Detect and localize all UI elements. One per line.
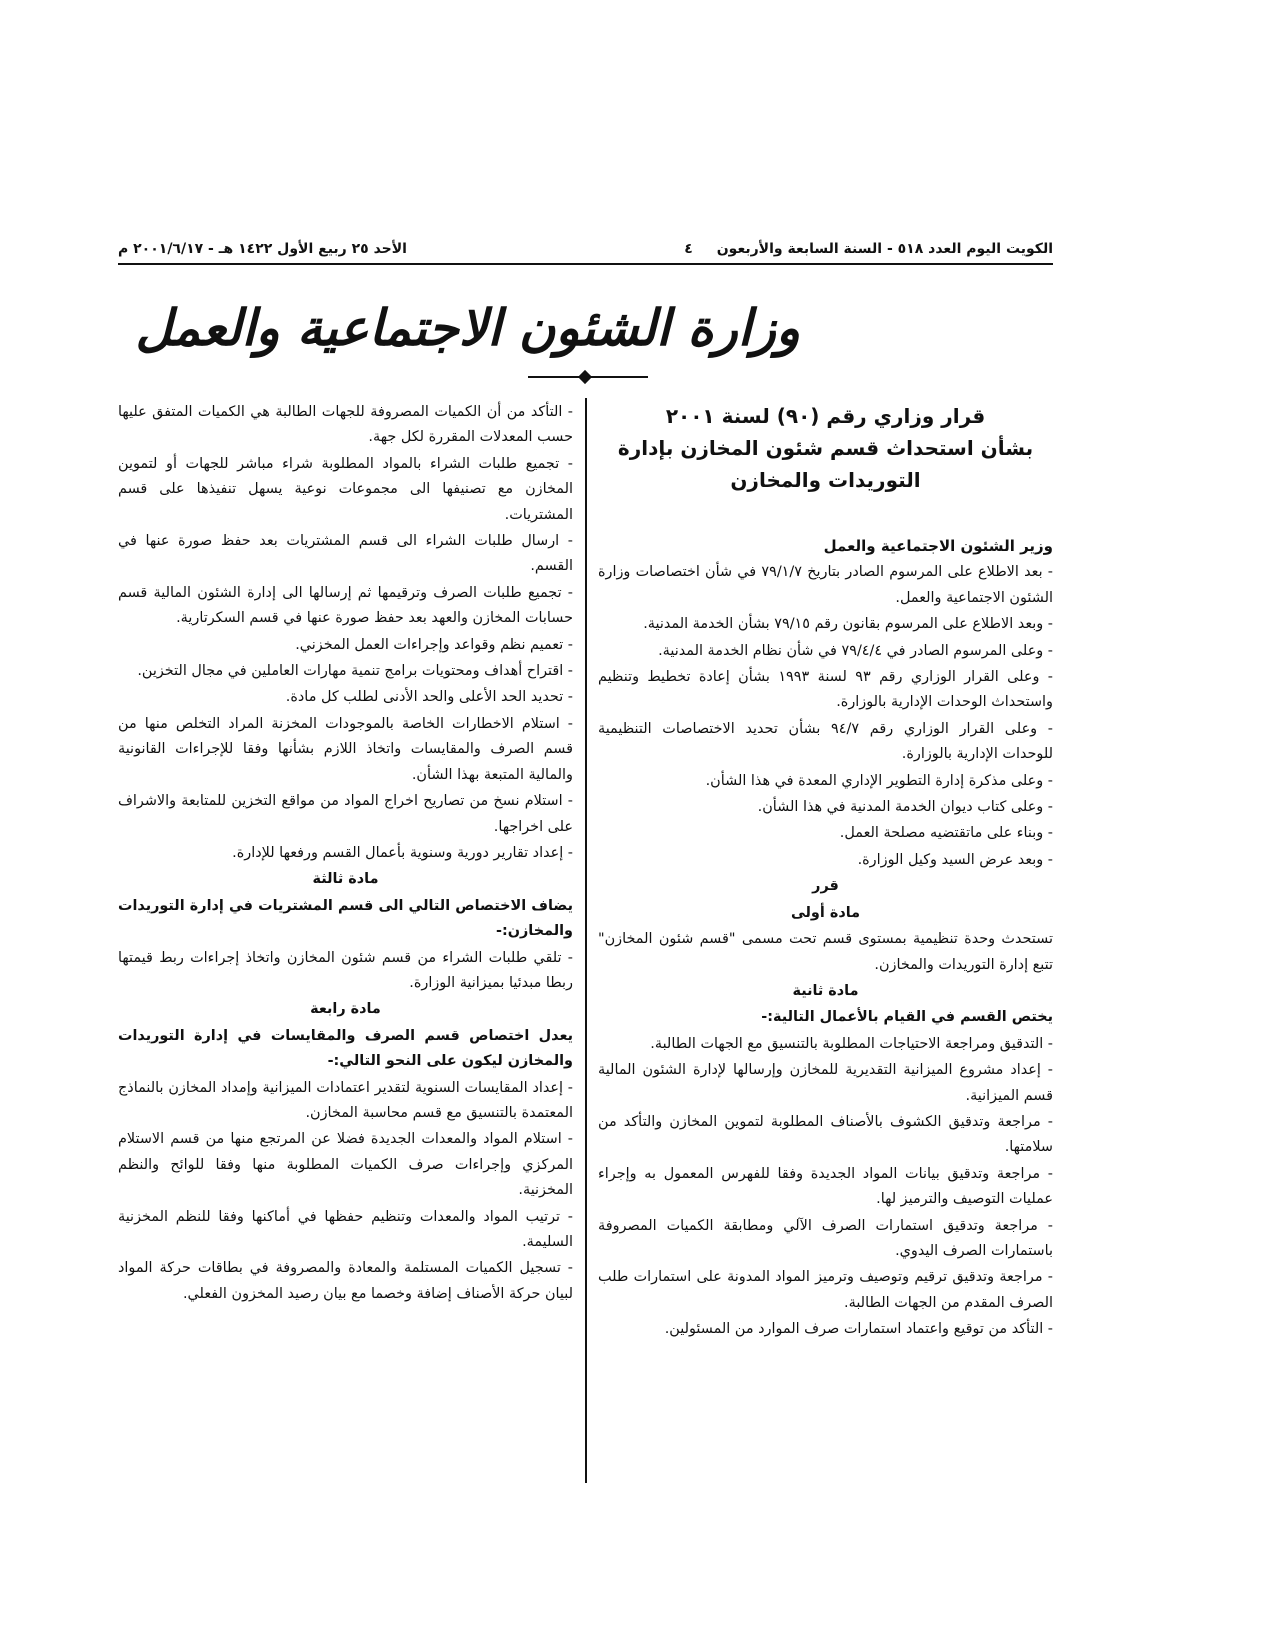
article-1-text: تستحدث وحدة تنظيمية بمستوى قسم تحت مسمى "قسم شئون المخازن" تتبع إدارة التوريدات والمخازن.	[598, 931, 1053, 973]
article-3-title: مادة ثالثة	[312, 871, 379, 888]
minister-title: وزير الشئون الاجتماعية والعمل	[823, 537, 1053, 555]
list-item: - وعلى المرسوم الصادر في ٧٩/٤/٤ في شأن نظام الخدمة المدنية.	[658, 642, 1053, 659]
list-item: - ارسال طلبات الشراء الى قسم المشتريات بعد حفظ صورة عنها في القسم.	[118, 533, 573, 575]
list-item: - إعداد تقارير دورية وسنوية بأعمال القسم ورفعها للإدارة.	[232, 844, 573, 861]
column-divider	[585, 398, 587, 1483]
left-column	[118, 400, 573, 1480]
publication-issue: الكويت اليوم العدد ٥١٨ - السنة السابعة والأربعون	[716, 241, 1053, 257]
list-item: - استلام الاخطارات الخاصة بالموجودات المخزنة المراد التخلص منها من قسم الصرف والمقايسات واتخاذ اللازم بشأنها وفقا للإجراءات القانونية والمالية المتبعة بهذا الشأن.	[118, 715, 573, 783]
list-item: - ترتيب المواد والمعدات وتنظيم حفظها في أماكنها وفقا للنظم المخزنية السليمة.	[118, 1208, 573, 1250]
article-2-list	[598, 1032, 1053, 1343]
article-4-title: مادة رابعة	[310, 1001, 381, 1018]
list-item: - مراجعة وتدقيق بيانات المواد الجديدة وفقا للفهرس المعمول به وإجراء عمليات التوصيف والترميز لها.	[598, 1165, 1053, 1208]
list-item: - وعلى كتاب ديوان الخدمة المدنية في هذا الشأن.	[757, 799, 1053, 816]
list-item: - بعد الاطلاع على المرسوم الصادر بتاريخ ٧٩/١/٧ في شأن اختصاصات وزارة الشئون الاجتماعية والعمل.	[598, 564, 1053, 606]
article-2-title: مادة ثانية	[792, 982, 859, 999]
list-item: - استلام نسخ من تصاريح اخراج المواد من مواقع التخزين للمتابعة والاشراف على اخراجها.	[118, 793, 573, 835]
preamble-list	[598, 560, 1053, 873]
list-item: - مراجعة وتدقيق استمارات الصرف الآلي ومطابقة الكميات المصروفة باستمارات الصرف اليدوي.	[598, 1217, 1053, 1259]
decision-title-line: بشأن استحداث قسم شئون المخازن بإدارة	[617, 436, 1034, 460]
list-item: - مراجعة وتدقيق الكشوف بالأصناف المطلوبة لتموين المخازن والتأكد من سلامتها.	[598, 1113, 1053, 1156]
list-item: - التأكد من توقيع واعتماد استمارات صرف الموارد من المسئولين.	[664, 1321, 1053, 1338]
decision-title	[598, 400, 1053, 496]
list-item: - التأكد من أن الكميات المصروفة للجهات الطالبة هي الكميات المتفق عليها حسب المعدلات المقررة لكل جهة.	[118, 404, 573, 446]
right-column	[598, 400, 1053, 1480]
issue-date: الأحد ٢٥ ربيع الأول ١٤٢٢ هـ - ٢٠٠١/٦/١٧ م	[118, 241, 407, 257]
list-item: - إعداد مشروع الميزانية التقديرية للمخازن وإرسالها لإدارة الشئون المالية قسم الميزانية.	[598, 1062, 1053, 1104]
ministry-masthead: وزارة الشئون الاجتماعية والعمل	[135, 298, 800, 357]
list-item: - وبناء على ماتقتضيه مصلحة العمل.	[839, 825, 1053, 842]
header-right	[684, 241, 1053, 257]
list-item: - وعلى القرار الوزاري رقم ٩٣ لسنة ١٩٩٣ بشأن إعادة تخطيط وتنظيم واستحداث الوحدات الإدارية بالوزارة.	[598, 669, 1053, 711]
article-4-intro: يعدل اختصاص قسم الصرف والمقايسات في إدارة التوريدات والمخازن ليكون على النحو التالي:-	[118, 1027, 573, 1070]
list-item: - استلام المواد والمعدات الجديدة فضلا عن المرتجع منها من قسم الاستلام المركزي وإجراءات صرف الكميات المطلوبة منها وفقا للوائح والنظم المخزنية.	[118, 1131, 573, 1199]
article-1-title: مادة أولى	[790, 904, 861, 921]
decided-label: قرر	[812, 878, 839, 895]
article-3-list	[118, 946, 573, 997]
page-number: ٤	[684, 241, 693, 257]
list-item: - وعلى القرار الوزاري رقم ٩٤/٧ بشأن تحديد الاختصاصات التنظيمية للوحدات الإدارية بالوزارة.	[598, 720, 1053, 763]
decision-title-line: التوريدات والمخازن	[730, 468, 921, 492]
article-2-intro: يختص القسم في القيام بالأعمال التالية:-	[761, 1009, 1053, 1026]
list-item: - وبعد الاطلاع على المرسوم بقانون رقم ٧٩/١٥ بشأن الخدمة المدنية.	[643, 616, 1053, 633]
masthead-divider	[528, 376, 648, 378]
list-item: - مراجعة وتدقيق ترقيم وتوصيف وترميز المواد المدونة على استمارات طلب الصرف المقدم من الجهات الطالبة.	[598, 1269, 1053, 1311]
list-item: - إعداد المقايسات السنوية لتقدير اعتمادات الميزانية وإمداد المخازن بالنماذج المعتمدة بالتنسيق مع قسم محاسبة المخازن.	[118, 1079, 573, 1121]
list-item: - تسجيل الكميات المستلمة والمعادة والمصروفة في بطاقات حركة المواد لبيان حركة الأصناف إضافة وخصما مع بيان رصيد المخزون الفعلي.	[118, 1260, 573, 1302]
article-2-continued-list	[118, 400, 573, 866]
list-item: - وبعد عرض السيد وكيل الوزارة.	[857, 851, 1053, 868]
decision-title-line: قرار وزاري رقم (٩٠) لسنة ٢٠٠١	[665, 404, 986, 428]
page-header	[118, 238, 1053, 265]
article-3-intro: يضاف الاختصاص التالي الى قسم المشتريات في إدارة التوريدات والمخازن:-	[118, 897, 573, 940]
list-item: - وعلى مذكرة إدارة التطوير الإداري المعدة في هذا الشأن.	[705, 772, 1053, 789]
list-item: - تلقي طلبات الشراء من قسم شئون المخازن واتخاذ إجراءات ربط قيمتها ربطا مبدئيا بميزانية الوزارة.	[118, 949, 573, 991]
article-4-list	[118, 1076, 573, 1308]
list-item: - تحديد الحد الأعلى والحد الأدنى لطلب كل مادة.	[285, 689, 573, 706]
list-item: - التدقيق ومراجعة الاحتياجات المطلوبة بالتنسيق مع الجهات الطالبة.	[650, 1035, 1053, 1052]
list-item: - تجميع طلبات الصرف وترقيمها ثم إرسالها الى إدارة الشئون المالية قسم حسابات المخازن والعهد بعد حفظ صورة عنها في قسم السكرتارية.	[118, 584, 573, 627]
list-item: - تعميم نظم وقواعد وإجراءات العمل المخزني.	[295, 636, 573, 653]
list-item: - اقتراح أهداف ومحتويات برامج تنمية مهارات العاملين في مجال التخزين.	[137, 663, 573, 680]
list-item: - تجميع طلبات الشراء بالمواد المطلوبة شراء مباشر للجهات أو لتموين المخازن مع تصنيفها الى مجموعات نوعية يسهل تنفيذها على قسم المشتريات.	[118, 455, 573, 523]
